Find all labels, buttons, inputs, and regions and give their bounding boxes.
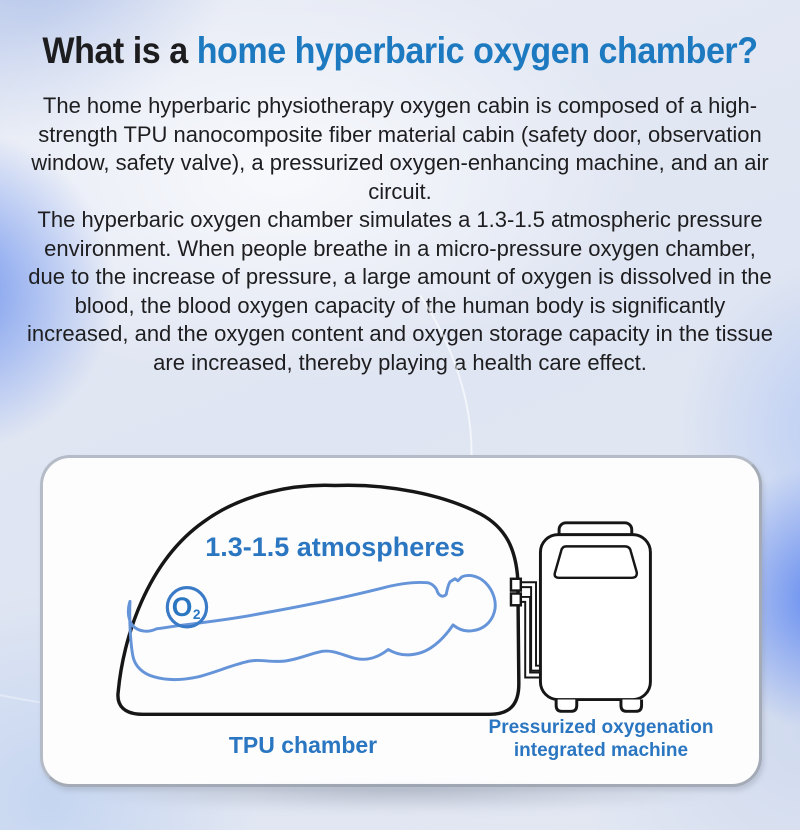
air-tube-2 — [519, 599, 543, 675]
oxygen-subscript: 2 — [192, 607, 201, 623]
machine-foot-right — [621, 700, 642, 712]
oxygen-machine — [540, 523, 650, 712]
page-background — [0, 30, 800, 830]
diagram-panel — [40, 455, 762, 787]
machine-foot-left — [556, 700, 577, 712]
machine-label — [470, 716, 732, 762]
tube-port-2 — [511, 594, 521, 606]
page-title-highlight: home hyperbaric oxygen chamber? — [196, 30, 758, 71]
page-title-prefix: What is a — [42, 30, 197, 71]
machine-label-line1: Pressurized oxygenation — [488, 717, 714, 738]
pressure-label: 1.3-1.5 atmospheres — [205, 532, 465, 562]
tube-port-1 — [511, 579, 521, 591]
machine-label-line2: integrated machine — [513, 740, 689, 761]
intro-paragraph-1: The home hyperbaric physiotherapy oxygen cabin is composed of a high-strength TPU nanocomposite fiber material cabin (safety door, observation window, safety valve), a pressurized oxygen-enhancing machine, and an air circuit. — [31, 93, 769, 204]
intro-paragraph-2: The hyperbaric oxygen chamber simulates a 1.3-1.5 atmospheric pressure environment. When people breathe in a micro-pressure oxygen chamber, due to the increase of pressure, a large amount of oxygen is dissolved in the blood, the blood oxygen capacity of the human body is significantly increased, and the oxygen content and oxygen storage capacity in the tissue are increased, thereby playing a health care effect. — [26, 207, 774, 375]
intro-text-block — [26, 92, 774, 377]
machine-screen — [555, 546, 637, 577]
chamber-label: TPU chamber — [228, 732, 378, 758]
page-title — [32, 30, 768, 72]
oxygen-badge — [167, 588, 206, 627]
oxygen-symbol: O — [171, 592, 193, 623]
